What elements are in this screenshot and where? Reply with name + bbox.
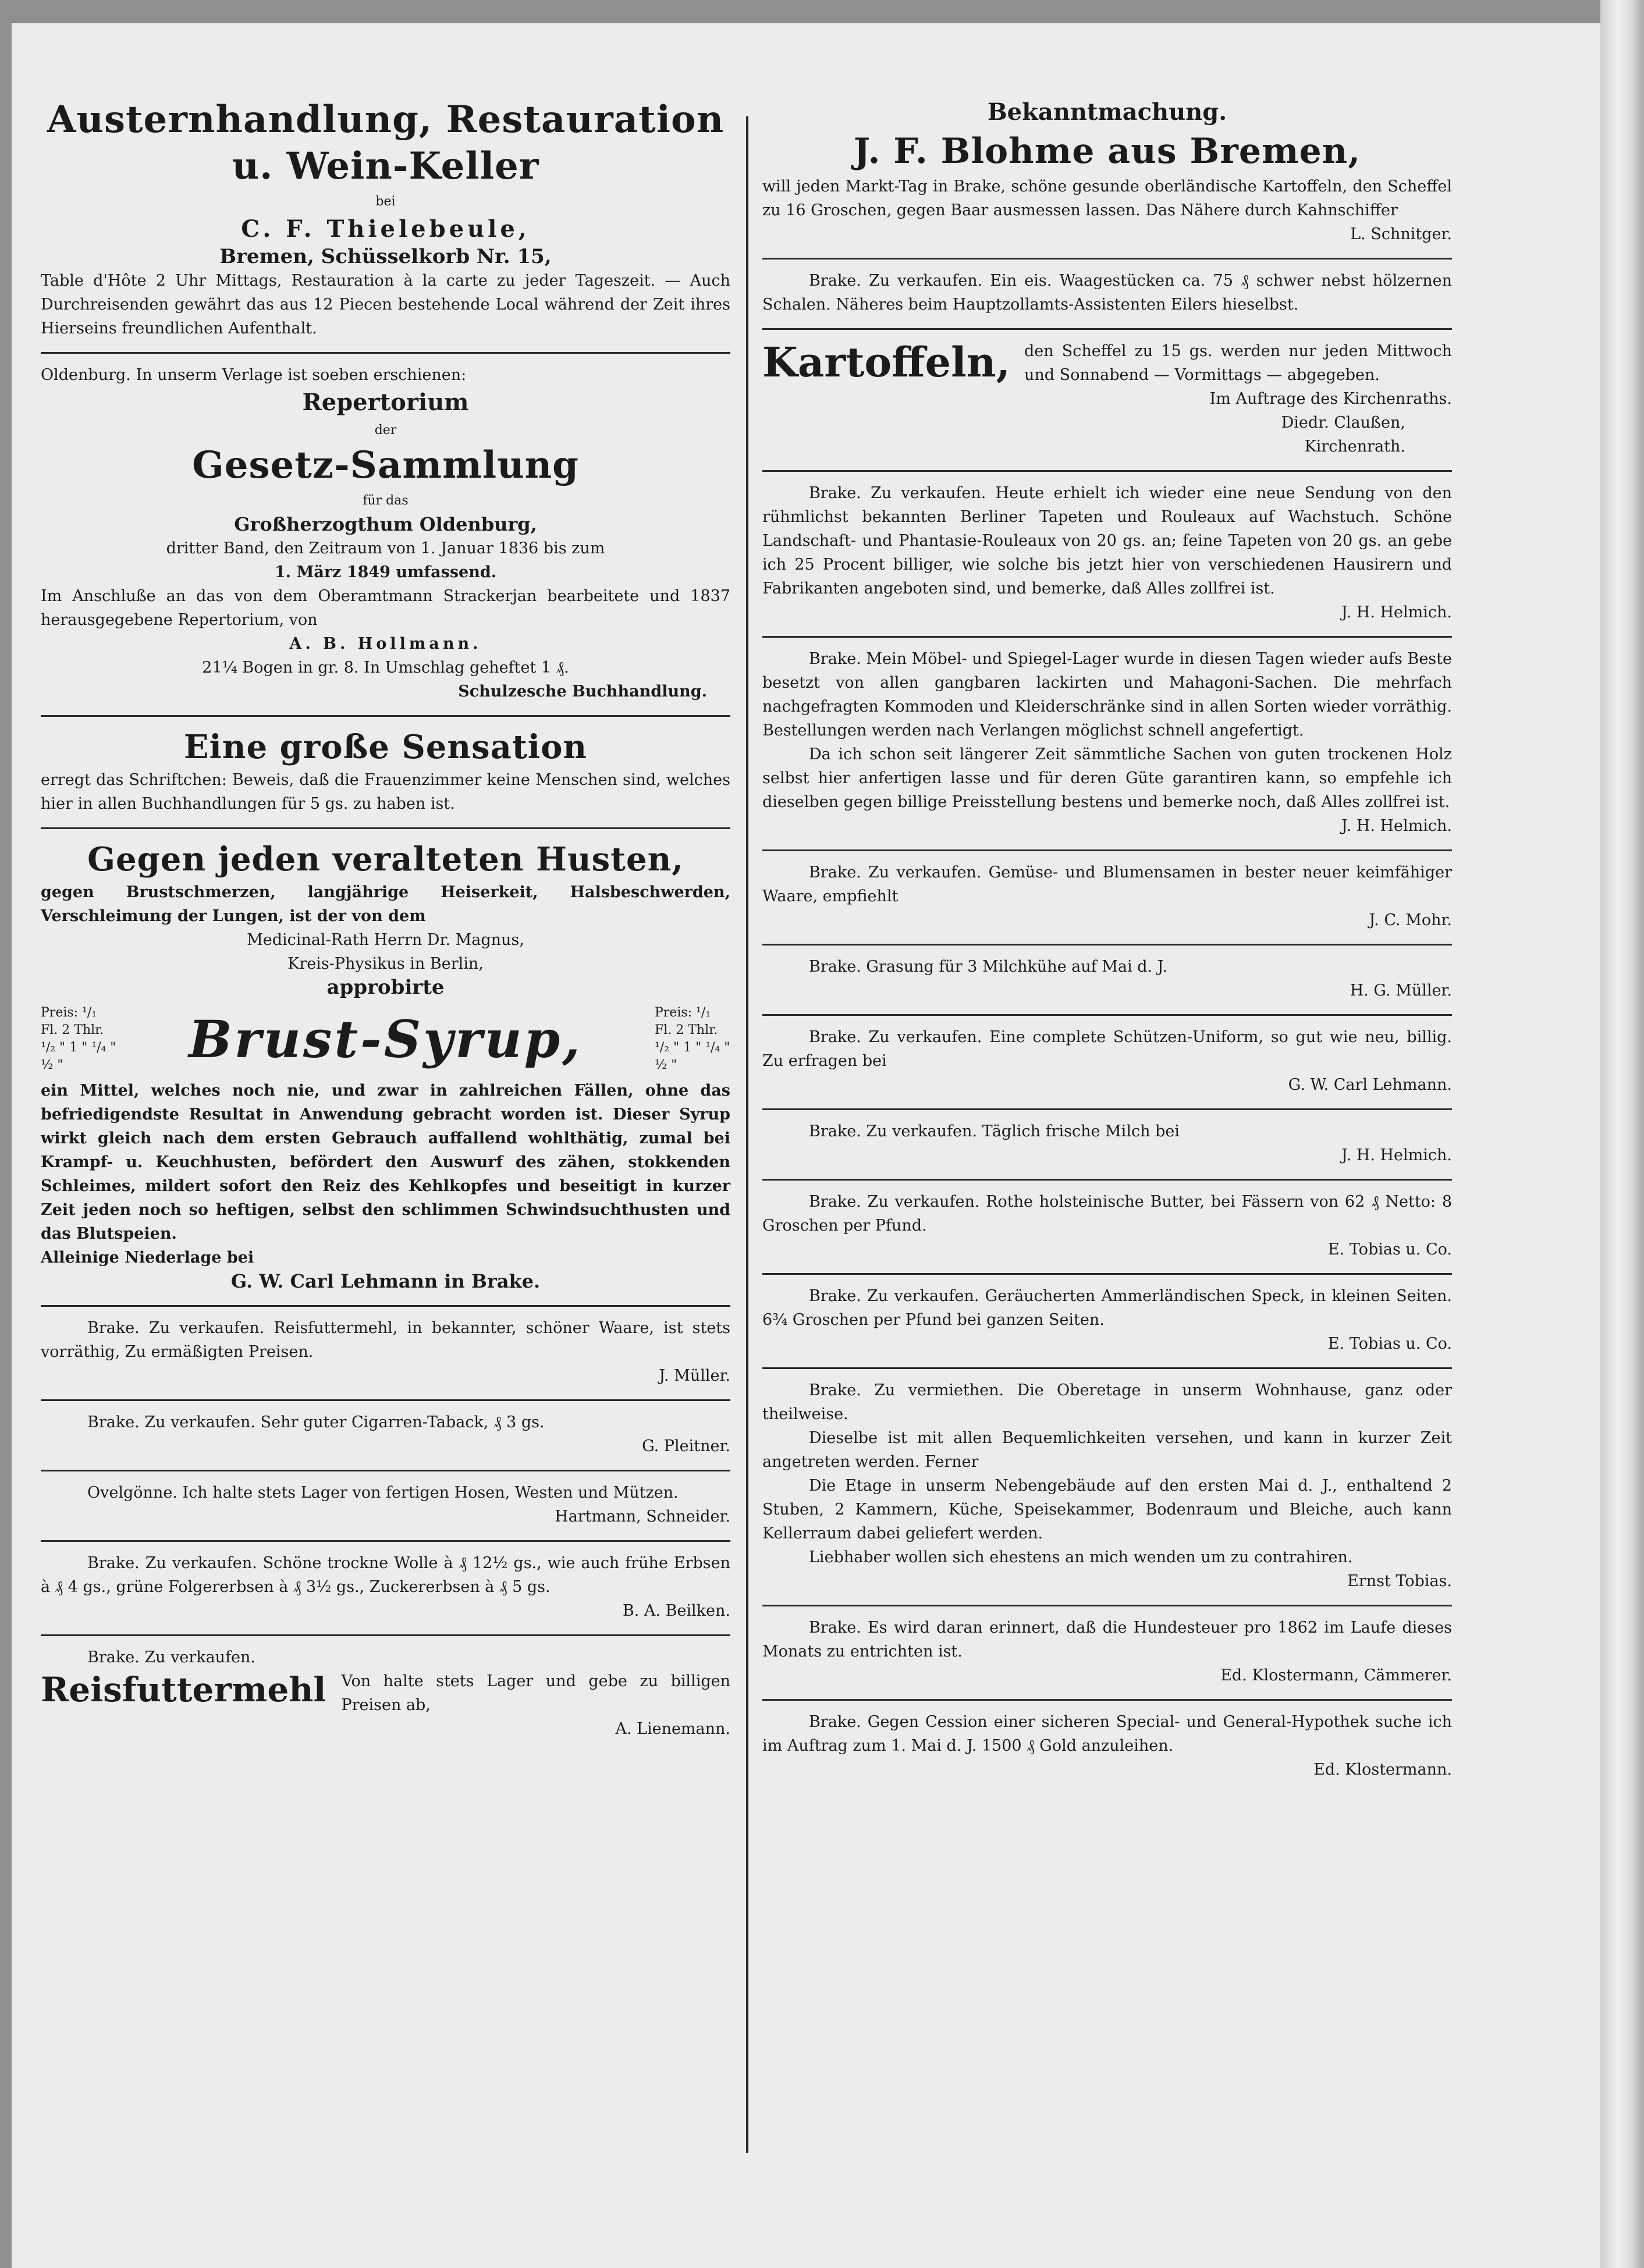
ad-body: Von halte stets Lager und gebe zu billigen Preisen ab, (341, 1672, 730, 1714)
ad-body: Brake. Grasung für 3 Milchkühe auf Mai d. J. (809, 958, 1167, 976)
ad-signature: B. A. Beilken. (622, 1602, 730, 1620)
ad-milch (762, 1110, 1452, 1181)
ad-approbirte: approbirte (326, 976, 445, 999)
ad-body: Brake. Zu verkaufen. Schöne trockne Wolle à ₰ 12½ gs., wie auch frühe Erbsen à ₰ 4 gs., grüne Folgererbsen à ₰ 3½ gs., Zuckererbsen à ₰ 5 gs. (41, 1554, 730, 1596)
ad-signature: E. Tobias u. Co. (1327, 1240, 1452, 1259)
ad-grasung (762, 945, 1452, 1016)
ad-signature: L. Schnitger. (1350, 225, 1452, 243)
ad-tapeten (762, 472, 1452, 638)
ad-hosen (41, 1471, 730, 1542)
ad-speck (762, 1275, 1452, 1369)
ad-reisfuttermehl-lienemann (41, 1636, 730, 1752)
ad-blohme (762, 87, 1452, 259)
ad-signature: G. W. Carl Lehmann. (1288, 1076, 1452, 1094)
ad-hypothek (762, 1701, 1452, 1793)
ad-signature: J. Müller. (659, 1367, 730, 1385)
ad-butter (762, 1181, 1452, 1275)
ad-big-title: Reisfuttermehl (41, 1670, 326, 1709)
ad-lead: Brake. Zu verkaufen. (87, 1648, 256, 1666)
ad-signature: G. Pleitner. (642, 1437, 730, 1455)
ad-signature: G. W. Carl Lehmann in Brake. (230, 1270, 541, 1292)
ad-line1: Im Auftrage des Kirchenraths. (1209, 390, 1452, 408)
ad-body: Brake. Es wird daran erinnert, daß die Hundesteuer pro 1862 im Laufe dieses Monats zu entrichten ist. (762, 1619, 1452, 1661)
ad-body-2: Dieselbe ist mit allen Bequemlichkeiten versehen, und kann in kurzer Zeit angetreten werden. Ferner (762, 1429, 1452, 1471)
ad-signature: Hartmann, Schneider. (555, 1508, 730, 1526)
ad-signature: J. H. Helmich. (1341, 1146, 1452, 1164)
ad-body-2: Da ich schon seit längerer Zeit sämmtliche Sachen von guten trockenen Holz selbst hier anfertigen lasse und für deren Güte garantiren kann, so empfehle ich dieselben gegen billige Preisstellung bestens und bemerke noch, daß Alles zollfrei ist. (762, 745, 1452, 811)
ad-cigarren-taback (41, 1401, 730, 1471)
ad-line2: Medicinal-Rath Herrn Dr. Magnus, (247, 931, 524, 949)
ad-body: Brake. Zu verkaufen. Täglich frische Milch bei (809, 1122, 1180, 1140)
ad-intro: Oldenburg. In unserm Verlage ist soeben erschienen: (41, 366, 467, 384)
ad-waagestuecken (762, 259, 1452, 330)
ad-body-3: Die Etage in unserm Nebengebäude auf den ersten Mai d. J., enthaltend 2 Stuben, 2 Kammern, Küche, Speisekammer, Bodenraum und Bleiche, auch kann Kellerraum dabei geliefert werden. (762, 1477, 1452, 1542)
syrup-title: Brust-Syrup, (189, 1009, 583, 1069)
ad-uniform (762, 1016, 1452, 1110)
ad-band: dritter Band, den Zeitraum von 1. Januar 1836 bis zum (166, 539, 605, 557)
ad-body: Brake. Zu verkaufen. Sehr guter Cigarren-Taback, ₰ 3 gs. (87, 1413, 545, 1431)
price-right: Preis: ¹/₁ Fl. 2 Thlr. ¹/₂ " 1 " ¹/₄ " ½ " (654, 1005, 730, 1072)
ad-body: Brake. Zu verkaufen. Geräucherten Ammerländischen Speck, in kleinen Seiten. 6¾ Groschen per Pfund bei ganzen Seiten. (762, 1287, 1452, 1329)
ad-title-2: u. Wein-Keller (232, 144, 539, 188)
ad-signature: Schulzesche Buchhandlung. (458, 682, 707, 701)
ad-der: der (374, 423, 397, 438)
ad-title-2: Gesetz-Sammlung (192, 443, 579, 487)
ad-sensation (41, 717, 730, 829)
ad-line3: Kreis-Physikus in Berlin, (287, 955, 484, 973)
newspaper-page (12, 23, 1600, 2268)
ad-samen (762, 851, 1452, 945)
ad-kicker: Bekanntmachung. (987, 98, 1227, 126)
ad-author: A. B. Hollmann. (289, 635, 482, 653)
ad-body-4: Liebhaber wollen sich ehestens an mich wenden um zu contrahiren. (809, 1548, 1353, 1566)
ad-fur: für das (363, 493, 409, 508)
ad-signature: H. G. Müller. (1350, 982, 1452, 1000)
ad-body: erregt das Schriftchen: Beweis, daß die Frauenzimmer keine Menschen sind, welches hier in allen Buchhandlungen für 5 gs. zu haben ist. (41, 771, 730, 813)
ad-title: Eine große Sensation (183, 728, 588, 766)
ad-body: Ovelgönne. Ich halte stets Lager von fertigen Hosen, Westen und Mützen. (87, 1484, 679, 1502)
ad-reisfuttermehl-mueller (41, 1307, 730, 1401)
ad-title: Austernhandlung, Restauration (47, 98, 725, 141)
ad-repertorium (41, 354, 730, 717)
ad-body: will jeden Markt-Tag in Brake, schöne gesunde oberländische Kartoffeln, den Scheffel zu 16 Groschen, gegen Baar ausmessen lassen. Das Nähere durch Kahnschiffer (762, 177, 1452, 219)
ad-line3: Kirchenrath. (1304, 438, 1405, 456)
ad-body-2: ein Mittel, welches noch nie, und zwar in zahlreichen Fällen, ohne das befriedigendste Resultat in Anwendung gebracht worden ist. Dieser Syrup wirkt gleich nach dem ersten Gebrauch auffallend wohlthätig, zumal bei Krampf- u. Keuchhusten, befördert den Auswurf des zähen, stokkenden Schleimes, mildert sofort den Reiz des Kehlkopfes und beseitigt in kurzer Zeit jeden noch so heftigen, selbst den schlimmen Schwindsuchthusten und das Blutspeien. (41, 1082, 730, 1243)
ad-signature: Ernst Tobias. (1347, 1572, 1452, 1590)
ad-address: Bremen, Schüsselkorb Nr. 15, (219, 245, 552, 268)
ad-body: Brake. Zu verkaufen. Reisfuttermehl, in bekannter, schöner Waare, ist stets vorräthig, Zu ermäßigten Preisen. (41, 1319, 730, 1361)
ad-body: Brake. Zu verkaufen. Rothe holsteinische Butter, bei Fässern von 62 ₰ Netto: 8 Groschen per Pfund. (762, 1193, 1452, 1235)
ad-name: C. F. Thielebeule, (241, 215, 530, 243)
ad-signature: J. H. Helmich. (1341, 817, 1452, 835)
ad-body: Table d'Hôte 2 Uhr Mittags, Restauration à la carte zu jeder Tageszeit. — Auch Durchreisenden gewährt das aus 12 Piecen bestehende Local während der Zeit ihres Hierseins freundlichen Aufenthalt. (41, 272, 730, 337)
ad-title: J. F. Blohme aus Bremen, (853, 131, 1361, 172)
ad-state: Großherzogthum Oldenburg, (234, 513, 537, 535)
ad-title: Gegen jeden veralteten Husten, (87, 840, 684, 879)
ad-body: Brake. Gegen Cession einer sicheren Special- und General-Hypothek suche ich im Auftrag zum 1. Mai d. J. 1500 ₰ Gold anzuleihen. (762, 1713, 1452, 1755)
ad-bei: bei (375, 194, 396, 209)
ad-body: Brake. Zu verkaufen. Gemüse- und Blumensamen in bester neuer keimfähiger Waare, empfiehlt (762, 863, 1452, 905)
right-column (762, 87, 1452, 1793)
ad-signature: A. Lienemann. (615, 1720, 730, 1738)
ad-body: Brake. Zu verkaufen. Eine complete Schützen-Uniform, so gut wie neu, billig. Zu erfragen bei (762, 1028, 1452, 1070)
ad-date: 1. März 1849 umfassend. (274, 563, 497, 581)
book-page-edge (1600, 0, 1644, 2268)
ad-depot: Alleinige Niederlage bei (41, 1249, 254, 1267)
ad-brust-syrup (41, 829, 730, 1307)
ad-price: 21¼ Bogen in gr. 8. In Umschlag geheftet 1 ₰. (202, 659, 569, 677)
column-divider (746, 116, 748, 2153)
ad-signature: E. Tobias u. Co. (1327, 1335, 1452, 1353)
price-left: Preis: ¹/₁ Fl. 2 Thlr. ¹/₂ " 1 " ¹/₄ " ½ " (41, 1005, 116, 1072)
ad-body: Brake. Zu verkaufen. Ein eis. Waagestücken ca. 75 ₰ schwer nebst hölzernen Schalen. Näheres beim Hauptzollamts-Assistenten Eilers hieselbst. (762, 272, 1452, 314)
ad-line2: Diedr. Claußen, (1281, 414, 1405, 432)
ad-title: Repertorium (302, 389, 469, 416)
left-column (41, 87, 730, 1752)
ad-oyster-restaurant (41, 87, 730, 354)
ad-signature: Ed. Klostermann. (1313, 1761, 1452, 1779)
ad-wolle-erbsen (41, 1542, 730, 1636)
ad-signature: J. C. Mohr. (1369, 911, 1452, 929)
ad-body: den Scheffel zu 15 gs. werden nur jeden Mittwoch und Sonnabend — Vormittags — abgegeben. (1024, 342, 1452, 384)
ad-hundesteuer (762, 1606, 1452, 1701)
ad-moebel (762, 638, 1452, 851)
syrup-headline (41, 1004, 730, 1074)
ad-body: Im Anschluße an das von dem Oberamtmann Strackerjan bearbeitete und 1837 herausgegebene Repertorium, von (41, 587, 730, 629)
ad-body: Brake. Zu verkaufen. Heute erhielt ich wieder eine neue Sendung von den rühmlichst bekannten Berliner Tapeten und Rouleaux auf Wachstuch. Schöne Landschaft- und Phantasie-Rouleaux von 20 gs. an; feine Tapeten von 20 gs. an gebe ich 25 Procent billiger, wie solche bis jetzt hier von verschiedenen Hausirern und Fabrikanten angeboten sind, und bemerke, daß Alles zollfrei ist. (762, 484, 1452, 598)
ad-big-title: Kartoffeln, (762, 338, 1010, 386)
ad-vermiethen (762, 1369, 1452, 1606)
ad-body: Brake. Zu vermiethen. Die Oberetage in unserm Wohnhause, ganz oder theilweise. (762, 1381, 1452, 1423)
ad-body: Brake. Mein Möbel- und Spiegel-Lager wurde in diesen Tagen wieder aufs Beste besetzt von allen gangbaren lackirten und Mahagoni-Sachen. Die mehrfach nachgefragten Kommoden und Kleiderschränke sind in allen Sorten wieder vorräthig. Bestellungen werden nach Verlangen möglichst schnell angefertigt. (762, 650, 1452, 740)
ad-kartoffeln (762, 330, 1452, 472)
ad-signature: Ed. Klostermann, Cämmerer. (1220, 1666, 1452, 1684)
ad-signature: J. H. Helmich. (1341, 603, 1452, 621)
ad-body: gegen Brustschmerzen, langjährige Heiserkeit, Halsbeschwerden, Verschleimung der Lungen, ist der von dem (41, 883, 730, 925)
